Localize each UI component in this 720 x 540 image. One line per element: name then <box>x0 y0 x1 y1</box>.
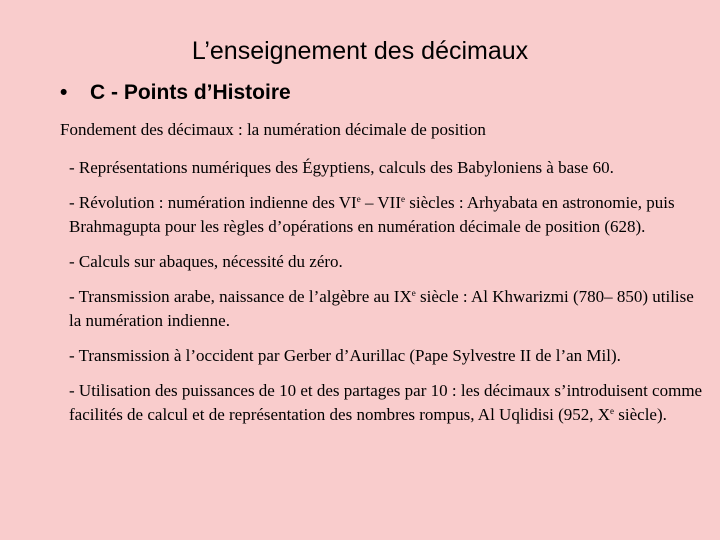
slide-title: L’enseignement des décimaux <box>191 37 529 65</box>
point-text: - Représentations numériques des Égyptiens, calculs des Babyloniens à base 60. <box>69 158 614 177</box>
history-point-egypt-babylon <box>69 156 709 180</box>
point-text-end: siècle : Al Khwarizmi (780– 850) utilise la numération indienne. <box>69 287 694 330</box>
superscript-e: e <box>401 194 405 204</box>
bullet-icon: • <box>60 81 68 104</box>
point-text: - Transmission à l’occident par Gerber d’Aurillac (Pape Sylvestre II de l’an Mil). <box>69 346 621 365</box>
point-text-start: - Transmission arabe, naissance de l’algèbre au IX <box>69 287 412 306</box>
point-text-end: siècles : Arhyabata en astronomie, puis Brahmagupta pour les règles d’opérations en numération décimale de position (628). <box>69 193 675 236</box>
section-heading-text: C - Points d’Histoire <box>90 81 291 104</box>
point-text-end: siècle). <box>614 405 667 424</box>
superscript-e: e <box>610 406 615 416</box>
history-point-decimal-usage <box>69 379 709 427</box>
point-text-start: - Révolution : numération indienne des VI <box>69 193 357 212</box>
section-heading <box>60 80 291 106</box>
history-point-western-transmission <box>69 344 709 368</box>
history-point-arab-transmission <box>69 285 709 333</box>
point-text-middle: – VII <box>360 193 401 212</box>
point-text-start: - Utilisation des puissances de 10 et des partages par 10 : les décimaux s’introduisent comme facilités de calcul et de représentation des nombres rompus, Al Uqlidisi (952, X <box>69 381 703 424</box>
intro-line: Fondement des décimaux : la numération décimale de position <box>60 120 486 139</box>
point-text: - Calculs sur abaques, nécessité du zéro. <box>69 252 343 271</box>
history-points <box>69 156 709 438</box>
history-point-abacus <box>69 250 709 274</box>
superscript-e: e <box>356 194 361 204</box>
history-point-indian-numeration <box>69 191 709 239</box>
superscript-e: e <box>411 288 416 298</box>
